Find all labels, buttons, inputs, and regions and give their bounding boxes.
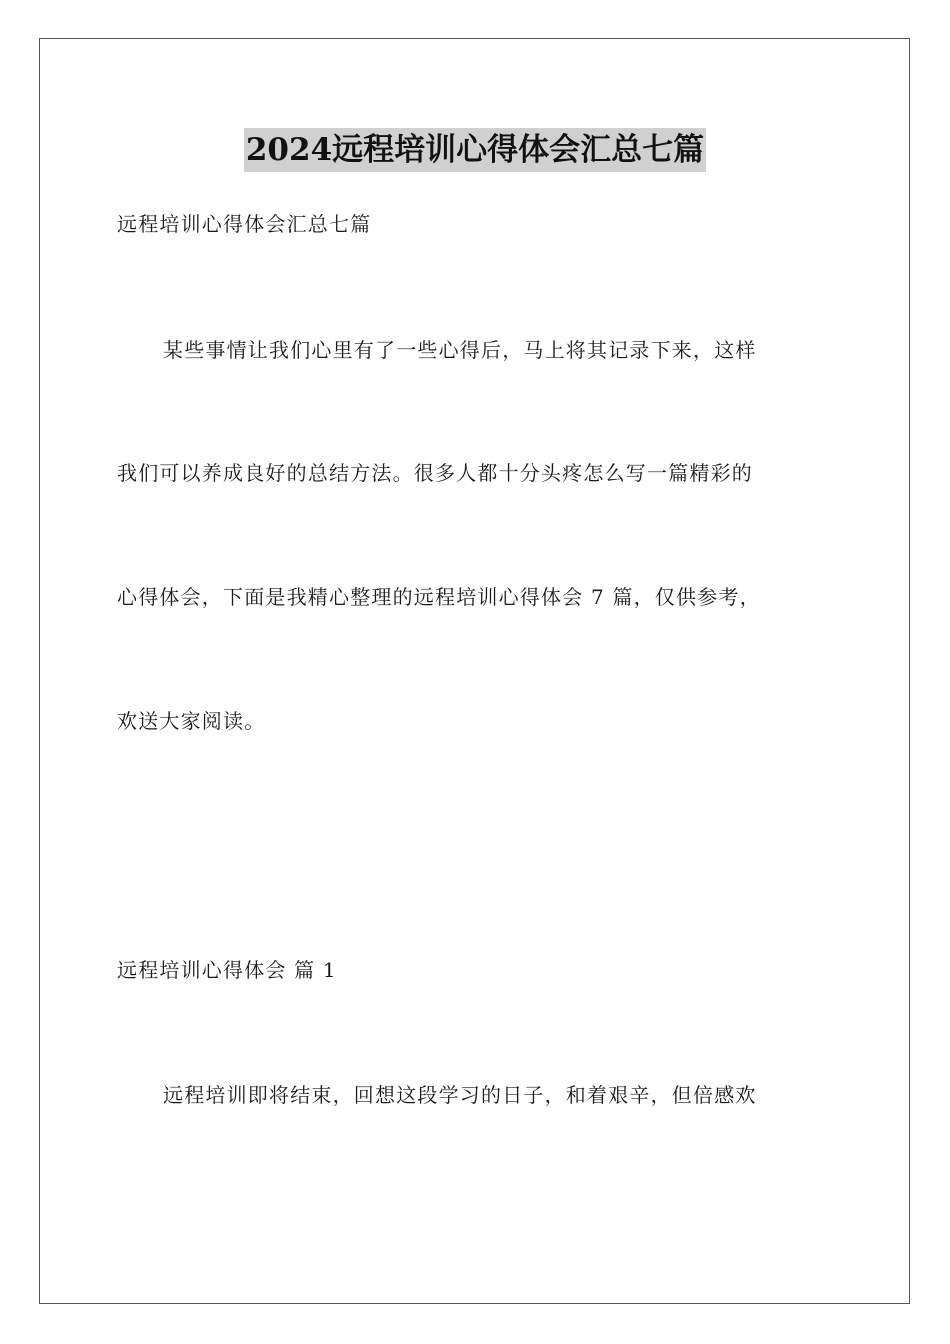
document-subtitle: 远程培训心得体会汇总七篇 bbox=[117, 212, 372, 236]
document-title: 2024远程培训心得体会汇总七篇 bbox=[244, 128, 706, 172]
intro-line-4: 欢送大家阅读。 bbox=[117, 709, 266, 733]
intro-line-3: 心得体会，下面是我精心整理的远程培训心得体会 7 篇，仅供参考， bbox=[117, 585, 761, 609]
title-wrap bbox=[0, 128, 950, 172]
section-paragraph-line-1: 远程培训即将结束，回想这段学习的日子，和着艰辛，但倍感欢 bbox=[163, 1083, 757, 1107]
intro-line-2: 我们可以养成良好的总结方法。很多人都十分头疼怎么写一篇精彩的 bbox=[117, 461, 753, 485]
section-heading: 远程培训心得体会 篇 1 bbox=[117, 958, 337, 982]
intro-line-1: 某些事情让我们心里有了一些心得后，马上将其记录下来，这样 bbox=[163, 338, 757, 362]
